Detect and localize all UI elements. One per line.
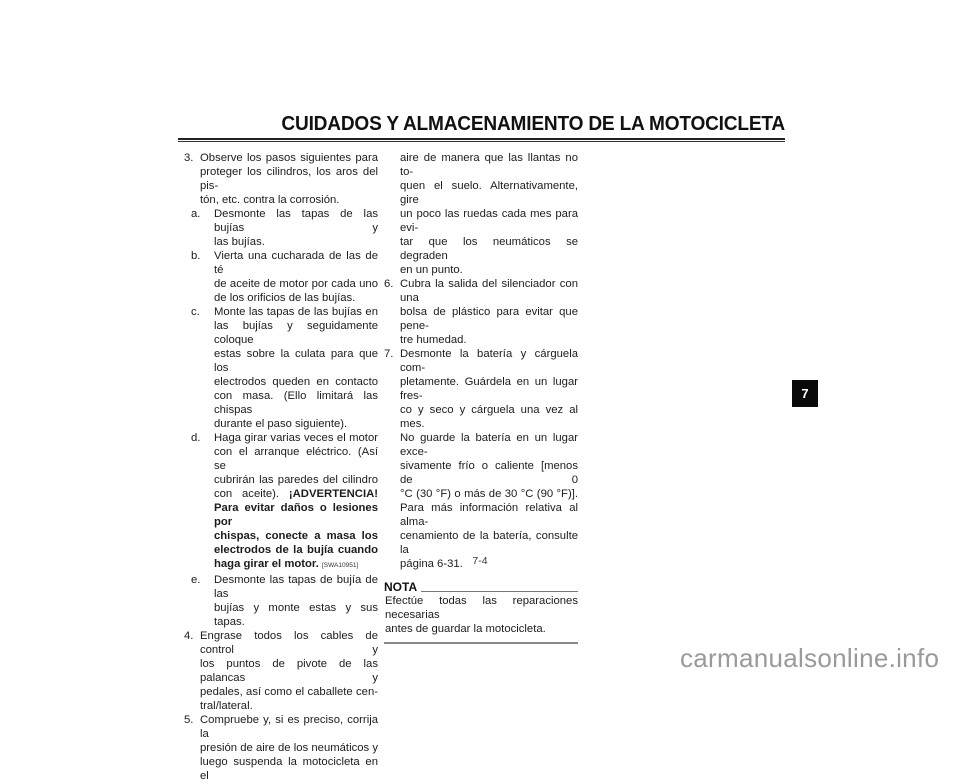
list-item-3 xyxy=(184,151,378,207)
list-item-7 xyxy=(384,347,578,571)
text-line: Vierta una cucharada de las de té xyxy=(214,250,378,276)
text-line: Para más información relativa al alma- xyxy=(400,502,578,528)
text-line: Monte las tapas de las bujías en xyxy=(214,306,378,318)
sub-item-c xyxy=(184,305,378,431)
text-line: de aceite de motor por cada uno xyxy=(214,278,378,290)
text-line: proteger los cilindros, los aros del pis- xyxy=(200,166,378,192)
sub-item-letter: c. xyxy=(191,306,200,318)
warning-label: ¡ADVERTENCIA! xyxy=(288,488,379,500)
text-line: las bujías y seguidamente coloque xyxy=(214,320,378,346)
text-fragment: con aceite). xyxy=(214,488,280,500)
text-line: bolsa de plástico para evitar que pene- xyxy=(400,306,578,332)
text-line: antes de guardar la motocicleta. xyxy=(385,623,546,635)
sub-item-e xyxy=(184,573,378,629)
text-line: con el arranque eléctrico. (Así se xyxy=(214,446,378,472)
list-item-6 xyxy=(384,277,578,347)
item-number: 5. xyxy=(184,714,194,726)
list-item-4 xyxy=(184,629,378,713)
page-number: 7-4 xyxy=(472,555,488,567)
text-line: bujías y monte estas y sus tapas. xyxy=(214,602,378,628)
text-line: No guarde la batería en un lugar exce- xyxy=(400,432,578,458)
note-header xyxy=(384,580,578,594)
text-line: tral/lateral. xyxy=(200,700,253,712)
header-rule-thick xyxy=(178,138,785,140)
item-number: 7. xyxy=(384,348,394,360)
item-number: 4. xyxy=(184,630,194,642)
right-column xyxy=(384,151,578,644)
note-bottom-rule xyxy=(384,642,578,644)
page-header xyxy=(178,113,785,142)
text-line: pletamente. Guárdela en un lugar fres- xyxy=(400,376,578,402)
note-header-rule xyxy=(421,591,578,592)
text-line: tar que los neumáticos se degraden xyxy=(400,236,578,262)
sub-item-b xyxy=(184,249,378,305)
text-line: de los orificios de las bujías. xyxy=(214,292,356,304)
text-line: tre humedad. xyxy=(400,334,467,346)
text-line: con masa. (Ello limitará las chispas xyxy=(214,390,378,416)
text-line: estas sobre la culata para que los xyxy=(214,348,378,374)
sub-item-letter: b. xyxy=(191,250,201,262)
text-line: Haga girar varias veces el motor xyxy=(214,432,378,444)
text-line: Desmonte la batería y cárguela com- xyxy=(400,348,578,374)
note-text xyxy=(384,594,578,636)
text-line: página 6-31. xyxy=(400,558,463,570)
text-line: °C (30 °F) o más de 30 °C (90 °F)]. xyxy=(400,488,578,500)
sub-item-letter: a. xyxy=(191,208,201,220)
text-line: luego suspenda la motocicleta en el xyxy=(200,756,378,782)
chapter-tab: 7 xyxy=(792,380,818,407)
watermark: carmanualsonline.info xyxy=(680,643,940,673)
text-line: presión de aire de los neumáticos y xyxy=(200,742,378,754)
text-line: quen el suelo. Alternativamente, gire xyxy=(400,180,578,206)
header-rule-thin xyxy=(178,141,785,142)
page-title: CUIDADOS Y ALMACENAMIENTO DE LA MOTOCICLETA xyxy=(281,112,785,135)
warning-code: [SWA10951] xyxy=(321,562,359,569)
text-line: tón, etc. contra la corrosión. xyxy=(200,194,340,206)
text-line: Compruebe y, si es preciso, corrija la xyxy=(200,714,378,740)
list-item-5 xyxy=(184,713,378,783)
text-line: Desmonte las tapas de bujía de las xyxy=(214,574,378,600)
text-line: cenamiento de la batería, consulte la xyxy=(400,530,578,556)
note-label: NOTA xyxy=(384,580,418,594)
text-line: cubrirán las paredes del cilindro xyxy=(214,474,378,486)
text-line: en un punto. xyxy=(400,264,463,276)
text-line: sivamente frío o caliente [menos de 0 xyxy=(400,460,578,486)
text-line: Efectúe todas las reparaciones necesarias xyxy=(385,595,578,621)
warning-text: haga girar el motor. xyxy=(214,558,319,570)
warning-text-line-last xyxy=(214,557,378,573)
text-line-mixed xyxy=(214,487,378,501)
text-line: pedales, así como el caballete cen- xyxy=(200,686,378,698)
text-line: las bujías. xyxy=(214,236,265,248)
text-line: durante el paso siguiente). xyxy=(214,418,348,430)
text-line: co y seco y cárguela una vez al mes. xyxy=(400,404,578,430)
note-box xyxy=(384,580,578,644)
sub-item-letter: d. xyxy=(191,432,201,444)
item-number: 6. xyxy=(384,278,394,290)
text-line: Cubra la salida del silenciador con una xyxy=(400,278,578,304)
sub-item-letter: e. xyxy=(191,574,201,586)
sub-item-a xyxy=(184,207,378,249)
text-line: los puntos de pivote de las palancas y xyxy=(200,658,378,684)
item-number: 3. xyxy=(184,152,194,164)
text-line: Observe los pasos siguientes para xyxy=(200,152,378,164)
text-line: aire de manera que las llantas no to- xyxy=(400,152,578,178)
warning-text-line: Para evitar daños o lesiones por xyxy=(214,502,378,528)
text-line: Engrase todos los cables de control y xyxy=(200,630,378,656)
text-line: Desmonte las tapas de las bujías y xyxy=(214,208,378,234)
list-item-5-continued xyxy=(384,151,578,277)
text-line: electrodos queden en contacto xyxy=(214,376,378,388)
warning-text-line: chispas, conecte a masa los xyxy=(214,530,378,542)
sub-item-d xyxy=(184,431,378,573)
warning-text-line: electrodos de la bujía cuando xyxy=(214,544,378,556)
left-column xyxy=(184,151,378,783)
text-line: un poco las ruedas cada mes para evi- xyxy=(400,208,578,234)
